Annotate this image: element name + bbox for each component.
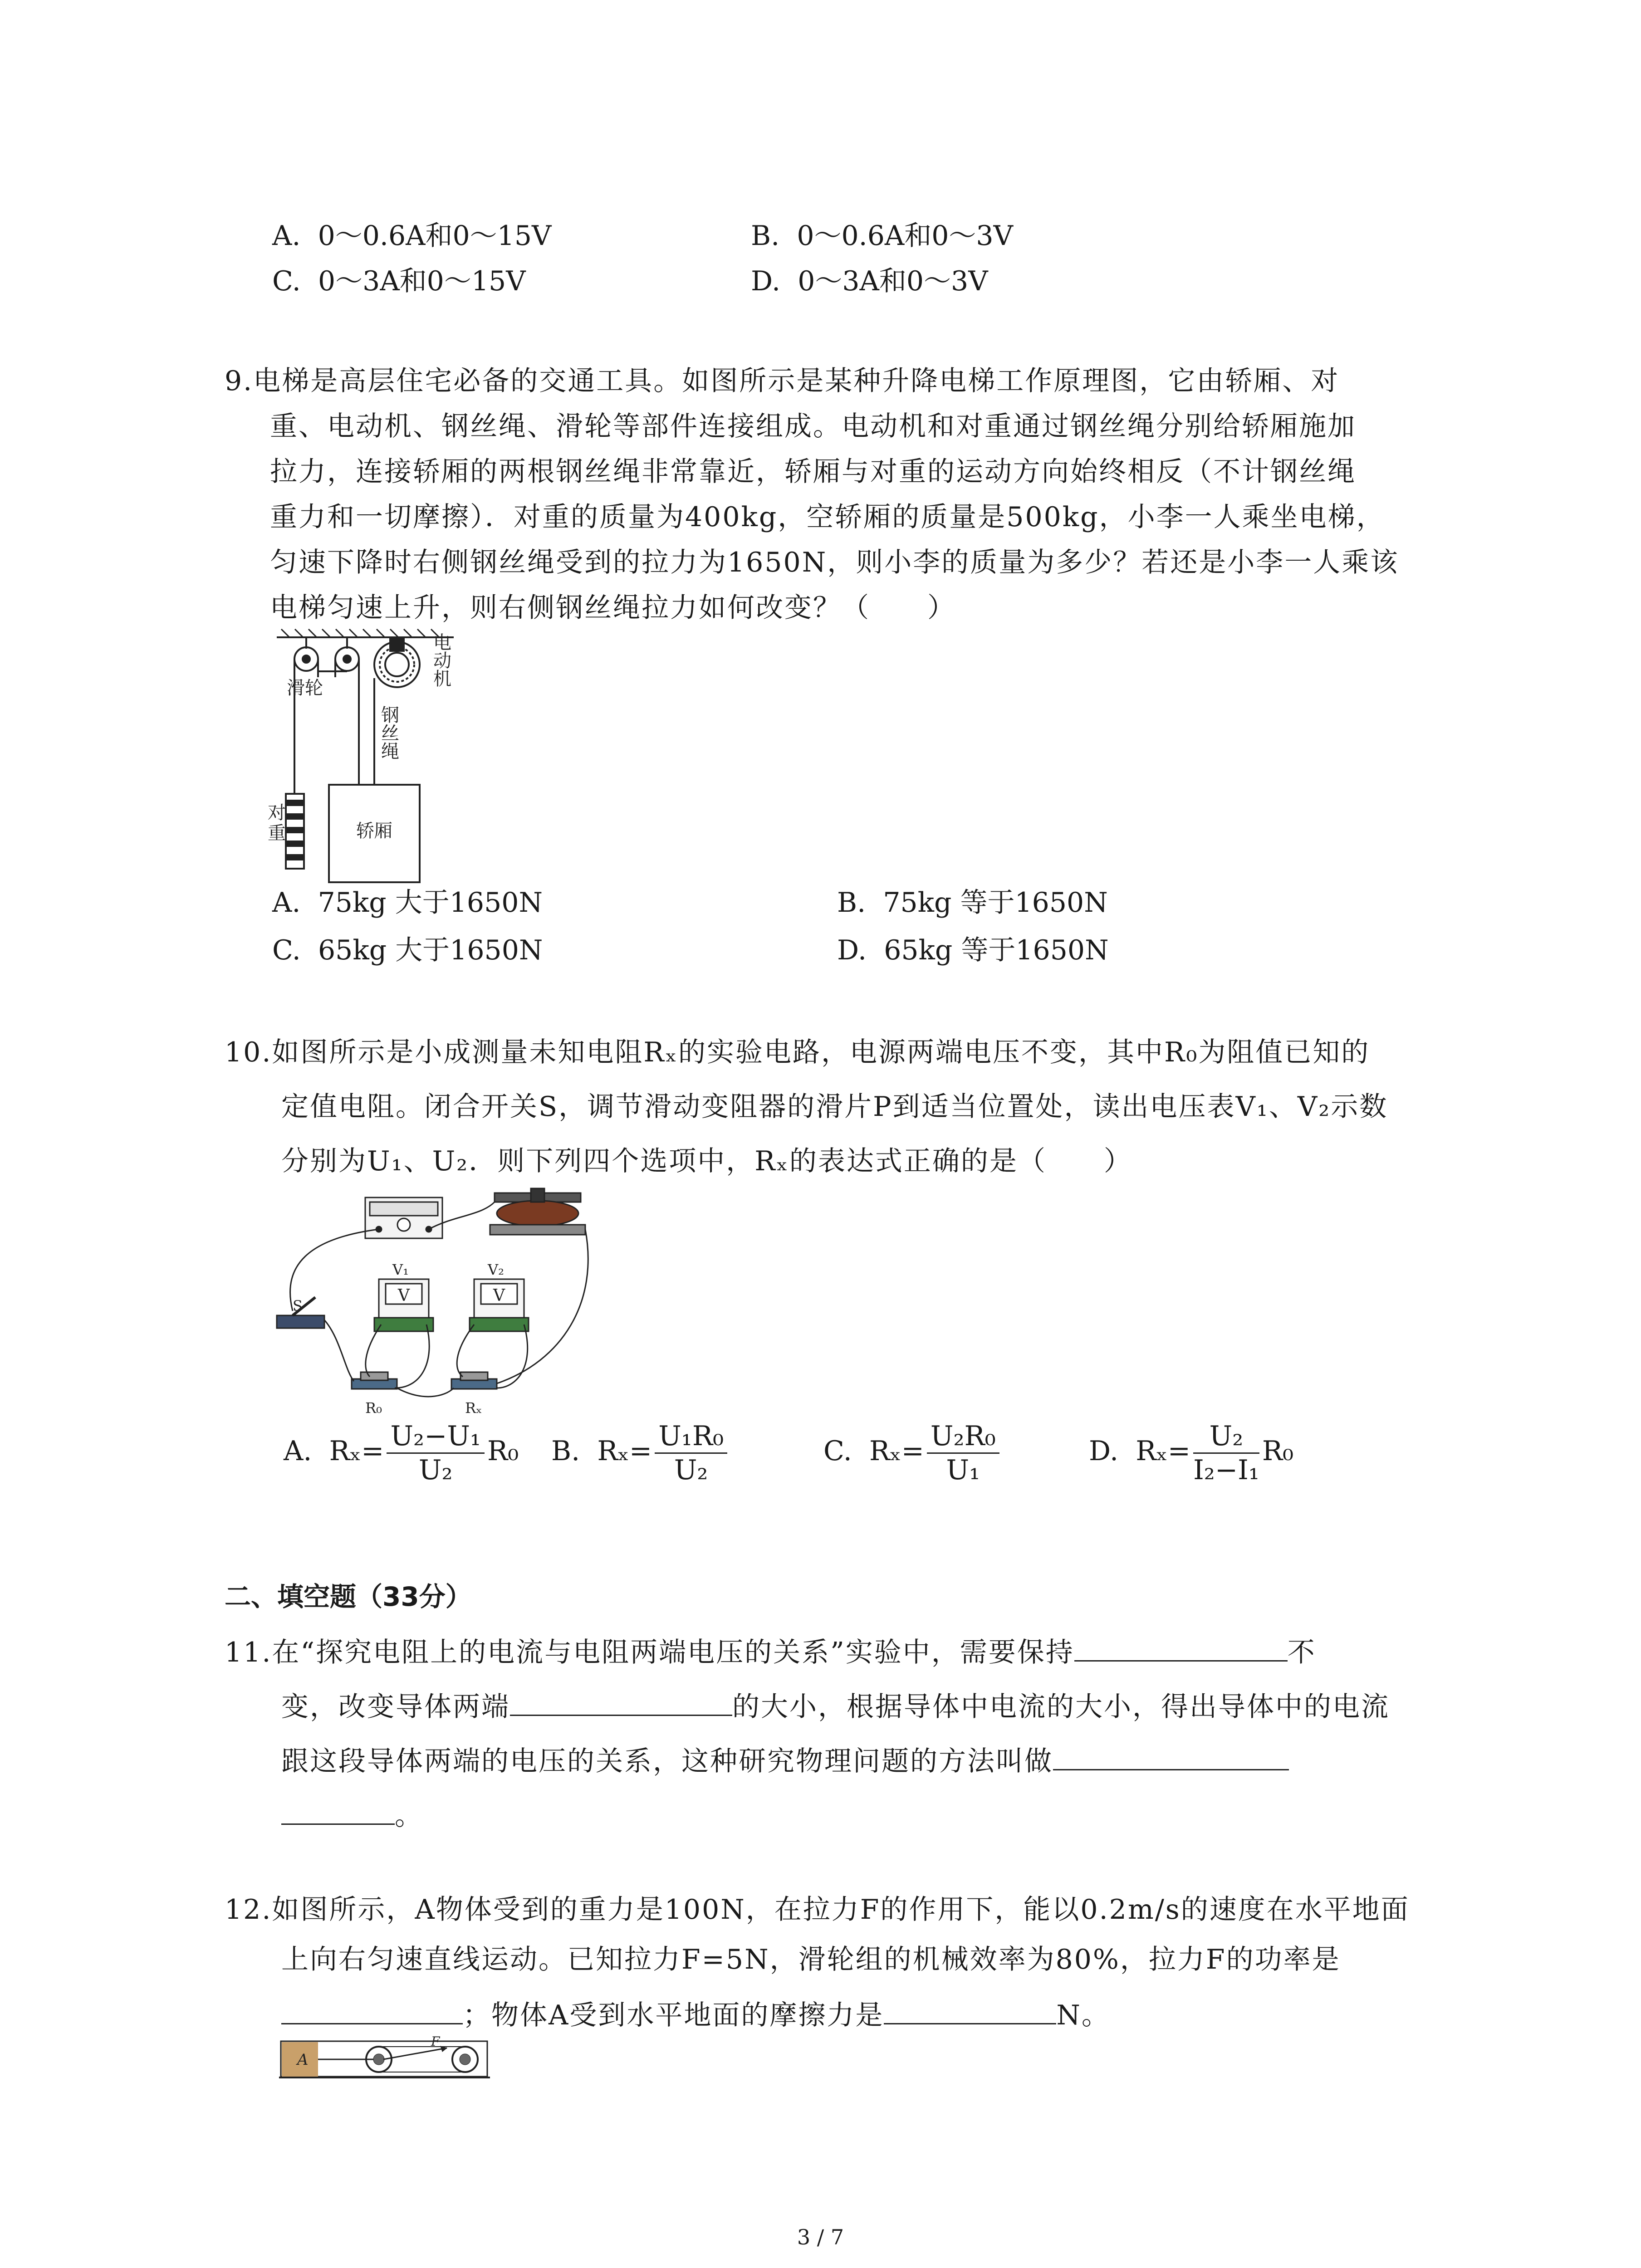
q8-option-d: D. 0～3A和0～3V: [751, 265, 988, 297]
voltmeter-2: [470, 1279, 529, 1331]
label-v2: V₂: [488, 1261, 504, 1278]
svg-text:F: F: [431, 2034, 440, 2049]
fraction: $\frac{\text{U₂}}{\text{I₂−I₁}}$: [1193, 1420, 1259, 1486]
label-rx: Rₓ: [465, 1399, 482, 1417]
rheostat: [490, 1188, 585, 1235]
power-supply: [365, 1198, 442, 1238]
q12-line-1: 12.如图所示，A物体受到的重力是100N，在拉力F的作用下，能以0.2m/s的速度在水平地面: [225, 1894, 1410, 1926]
q8-option-b: B. 0～0.6A和0～3V: [751, 220, 1013, 252]
q12-blank-1[interactable]: [281, 1996, 463, 2024]
q8-option-c: C. 0～3A和0～15V: [272, 265, 526, 297]
svg-text:A: A: [297, 2051, 309, 2069]
q10-line-2: 定值电阻。闭合开关S，调节滑动变阻器的滑片P到适当位置处，读出电压表V₁、V₂示数: [281, 1091, 1388, 1123]
q9-line-6: 电梯匀速上升，则右侧钢丝绳拉力如何改变？（ ）: [270, 592, 956, 624]
q10-option-a: A. Rₓ= $\frac{\text{U₂−U₁}}{\text{U₂}}$ R₀: [284, 1420, 519, 1486]
q10-option-c: C. Rₓ= $\frac{\text{U₂R₀}}{\text{U₁}}$: [823, 1420, 1002, 1486]
label-rope-2: 丝: [381, 723, 399, 744]
q11-line-1: 11.在“探究电阻上的电流与电阻两端电压的关系”实验中，需要保持 不: [225, 1633, 1316, 1671]
q11-line-3: 跟这段导体两端的电压的关系，这种研究物理问题的方法叫做: [281, 1742, 1289, 1779]
label-counterweight-1: 对: [268, 802, 286, 823]
fraction: $\frac{\text{U₂−U₁}}{\text{U₂}}$: [387, 1420, 485, 1486]
q9-line-3: 拉力，连接轿厢的两根钢丝绳非常靠近，轿厢与对重的运动方向始终相反（不计钢丝绳: [270, 456, 1356, 488]
circuit-diagram: [272, 1188, 626, 1433]
q9-option-b: B. 75kg 等于1650N: [837, 887, 1108, 919]
q8-option-a: A. 0～0.6A和0～15V: [272, 220, 552, 252]
q9-option-d: D. 65kg 等于1650N: [837, 934, 1109, 966]
q12-line-2: 上向右匀速直线运动。已知拉力F=5N，滑轮组的机械效率为80%，拉力F的功率是: [281, 1944, 1341, 1975]
q9-line-4: 重力和一切摩擦）．对重的质量为400kg，空轿厢的质量是500kg，小李一人乘坐电梯，: [270, 501, 1385, 533]
q11-line-4: 。: [281, 1796, 423, 1834]
q9-line-2: 重、电动机、钢丝绳、滑轮等部件连接组成。电动机和对重通过钢丝绳分别给轿厢施加: [270, 411, 1356, 442]
q11-blank-3[interactable]: [1053, 1742, 1289, 1770]
pulley-right: [335, 637, 359, 671]
label-v1: V₁: [392, 1261, 409, 1278]
q10-line-3: 分别为U₁、U₂．则下列四个选项中，Rₓ的表达式正确的是（ ）: [281, 1145, 1132, 1177]
q9-option-c: C. 65kg 大于1650N: [272, 934, 543, 966]
q11-blank-3-cont[interactable]: [281, 1796, 395, 1825]
label-rope-3: 绳: [381, 741, 399, 762]
svg-text:V: V: [493, 1286, 505, 1305]
section-title: 二、填空题（33分）: [225, 1581, 472, 1612]
fraction: $\frac{\text{U₁R₀}}{\text{U₂}}$: [655, 1420, 727, 1486]
pulley-block-diagram: [279, 2032, 490, 2082]
pulley-left: [294, 637, 318, 671]
q10-option-d: D. Rₓ= $\frac{\text{U₂}}{\text{I₂−I₁}}$ R₀: [1089, 1420, 1294, 1486]
fraction: $\frac{\text{U₂R₀}}{\text{U₁}}$: [927, 1420, 999, 1486]
q10-line-1: 10.如图所示是小成测量未知电阻Rₓ的实验电路，电源两端电压不变，其中R₀为阻值已知的: [225, 1036, 1370, 1068]
elevator-diagram: [268, 628, 463, 889]
q11-line-2: 变，改变导体两端 的大小，根据导体中电流的大小，得出导体中的电流: [281, 1687, 1390, 1725]
resistor-rx: [451, 1372, 497, 1389]
q9-line-5: 匀速下降时右侧钢丝绳受到的拉力为1650N，则小李的质量为多少？若还是小李一人乘该: [270, 547, 1399, 578]
page-number: 3 / 7: [797, 2225, 844, 2249]
counterweight: [286, 794, 304, 869]
q10-option-b: B. Rₓ= $\frac{\text{U₁R₀}}{\text{U₂}}$: [551, 1420, 730, 1486]
q12-line-3: ；物体A受到水平地面的摩擦力是 N。: [281, 1996, 1110, 2033]
force-arrow: [383, 2048, 447, 2059]
label-rope-1: 钢: [381, 705, 399, 726]
resistor-r0: [352, 1372, 397, 1389]
q12-blank-2[interactable]: [884, 1996, 1056, 2024]
q11-blank-1[interactable]: [1074, 1633, 1288, 1662]
label-counterweight-2: 重: [268, 823, 286, 844]
label-r0: R₀: [365, 1399, 382, 1417]
voltmeter-1: [374, 1279, 433, 1331]
label-car: 轿厢: [356, 821, 392, 841]
svg-text:V: V: [398, 1286, 410, 1305]
motor: [374, 637, 420, 687]
q9-option-a: A. 75kg 大于1650N: [272, 887, 543, 919]
label-motor-1: 电: [433, 632, 451, 653]
q9-line-1: 9.电梯是高层住宅必备的交通工具。如图所示是某种升降电梯工作原理图，它由轿厢、对: [225, 365, 1340, 397]
q11-blank-2[interactable]: [510, 1687, 732, 1716]
label-s: S: [293, 1297, 303, 1315]
label-motor-2: 动: [433, 650, 451, 671]
label-motor-3: 机: [433, 669, 451, 689]
label-pulley: 滑轮: [287, 678, 323, 699]
